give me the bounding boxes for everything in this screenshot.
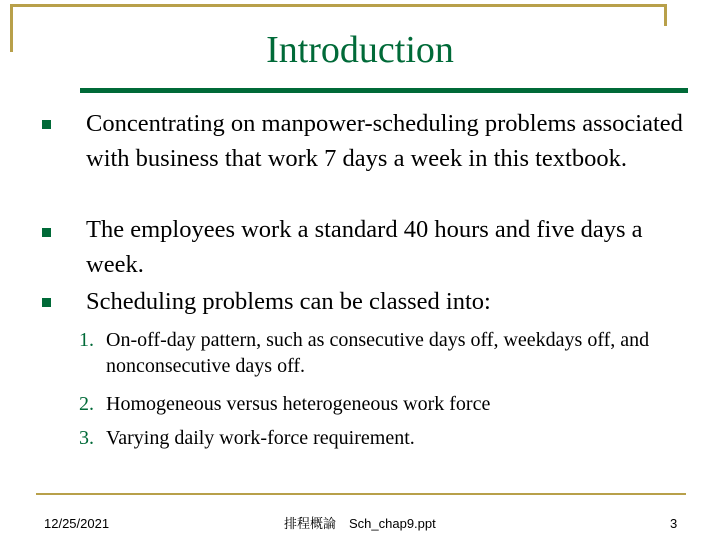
sub-item-number-1: 1.: [79, 329, 94, 351]
footer-filename: 排程概論 Sch_chap9.ppt: [284, 516, 436, 531]
page-number: 3: [670, 516, 678, 531]
sub-item-number-2: 2.: [79, 393, 94, 415]
bullet-item-2: The employees work a standard 40 hours and five days a week.: [86, 216, 643, 278]
sub-item-number-3: 3.: [79, 427, 94, 449]
top-right-frame-vertical: [664, 4, 667, 26]
title-underline: [80, 88, 688, 93]
top-frame-horizontal: [10, 4, 666, 7]
bullet-marker: [42, 228, 51, 237]
sub-item-2: Homogeneous versus heterogeneous work force: [106, 393, 491, 415]
bullet-item-3: Scheduling problems can be classed into:: [86, 288, 491, 315]
slide-title: Introduction: [266, 29, 454, 71]
footer-date: 12/25/2021: [44, 516, 110, 531]
bullet-item-1: Concentrating on manpower-scheduling problems associated with business that work 7 days a week in this textbook.: [86, 110, 683, 172]
footer-rule: [36, 493, 686, 495]
sub-item-3: Varying daily work-force requirement.: [106, 427, 415, 449]
bullet-marker: [42, 120, 51, 129]
bullet-marker: [42, 298, 51, 307]
sub-item-1: On-off-day pattern, such as consecutive days off, weekdays off, and nonconsecutive days off.: [106, 329, 650, 377]
